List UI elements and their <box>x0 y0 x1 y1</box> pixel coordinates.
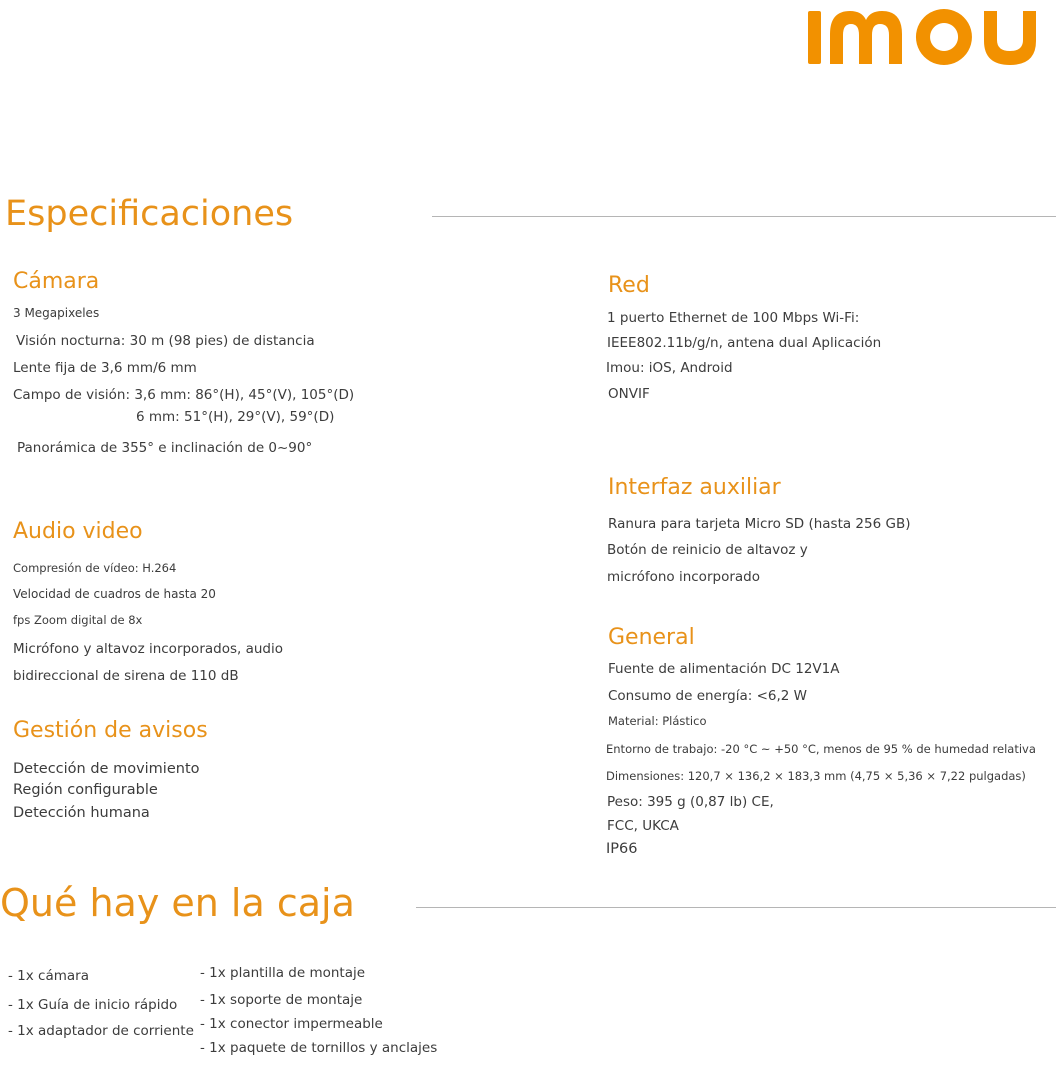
box-item: - 1x plantilla de montaje <box>200 965 366 981</box>
network-line: IEEE802.11b/g/n, antena dual Aplicación <box>607 335 882 351</box>
audio-video-title: Audio video <box>13 519 143 544</box>
alerts-line: Región configurable <box>13 782 158 798</box>
general-line: IP66 <box>606 841 638 857</box>
camera-line: Lente fija de 3,6 mm/6 mm <box>13 360 197 376</box>
network-title: Red <box>608 273 650 298</box>
box-item: - 1x cámara <box>8 968 89 984</box>
general-line: Entorno de trabajo: -20 °C ~ +50 °C, menos de 95 % de humedad relativa <box>606 742 1036 756</box>
specs-title: Especificaciones <box>5 194 294 234</box>
audio-video-line: Compresión de vídeo: H.264 <box>13 561 177 575</box>
alerts-line: Detección humana <box>13 805 150 821</box>
alerts-line: Detección de movimiento <box>13 761 200 777</box>
aux-title: Interfaz auxiliar <box>608 475 781 500</box>
general-title: General <box>608 625 695 650</box>
box-item: - 1x paquete de tornillos y anclajes <box>200 1040 438 1056</box>
camera-line: 6 mm: 51°(H), 29°(V), 59°(D) <box>136 409 335 425</box>
camera-title: Cámara <box>13 269 100 294</box>
audio-video-line: bidireccional de sirena de 110 dB <box>13 668 239 684</box>
camera-line: 3 Megapixeles <box>13 306 100 320</box>
aux-line: Ranura para tarjeta Micro SD (hasta 256 GB) <box>608 516 911 532</box>
box-title: Qué hay en la caja <box>0 881 355 925</box>
box-item: - 1x adaptador de corriente <box>8 1023 194 1039</box>
specs-divider <box>432 216 1056 217</box>
camera-line: Visión nocturna: 30 m (98 pies) de distancia <box>16 333 315 349</box>
audio-video-line: Micrófono y altavoz incorporados, audio <box>13 641 283 657</box>
imou-logo <box>806 4 1056 66</box>
general-line: Fuente de alimentación DC 12V1A <box>608 661 840 677</box>
box-divider <box>416 907 1056 908</box>
general-line: Material: Plástico <box>608 714 707 728</box>
box-item: - 1x soporte de montaje <box>200 992 363 1008</box>
aux-line: Botón de reinicio de altavoz y <box>607 542 808 558</box>
general-line: FCC, UKCA <box>607 818 679 834</box>
camera-line: Campo de visión: 3,6 mm: 86°(H), 45°(V), 105°(D) <box>13 387 355 403</box>
general-line: Consumo de energía: <6,2 W <box>608 688 808 704</box>
alerts-title: Gestión de avisos <box>13 718 208 743</box>
general-line: Peso: 395 g (0,87 lb) CE, <box>607 794 774 810</box>
box-item: - 1x Guía de inicio rápido <box>8 997 178 1013</box>
network-line: Imou: iOS, Android <box>606 360 733 376</box>
network-line: 1 puerto Ethernet de 100 Mbps Wi-Fi: <box>607 310 860 326</box>
general-line: Dimensiones: 120,7 × 136,2 × 183,3 mm (4,75 × 5,36 × 7,22 pulgadas) <box>606 769 1026 783</box>
camera-line: Panorámica de 355° e inclinación de 0~90° <box>17 440 313 456</box>
audio-video-line: fps Zoom digital de 8x <box>13 613 143 627</box>
network-line: ONVIF <box>608 386 650 402</box>
box-item: - 1x conector impermeable <box>200 1016 383 1032</box>
aux-line: micrófono incorporado <box>607 569 760 585</box>
audio-video-line: Velocidad de cuadros de hasta 20 <box>13 587 216 601</box>
